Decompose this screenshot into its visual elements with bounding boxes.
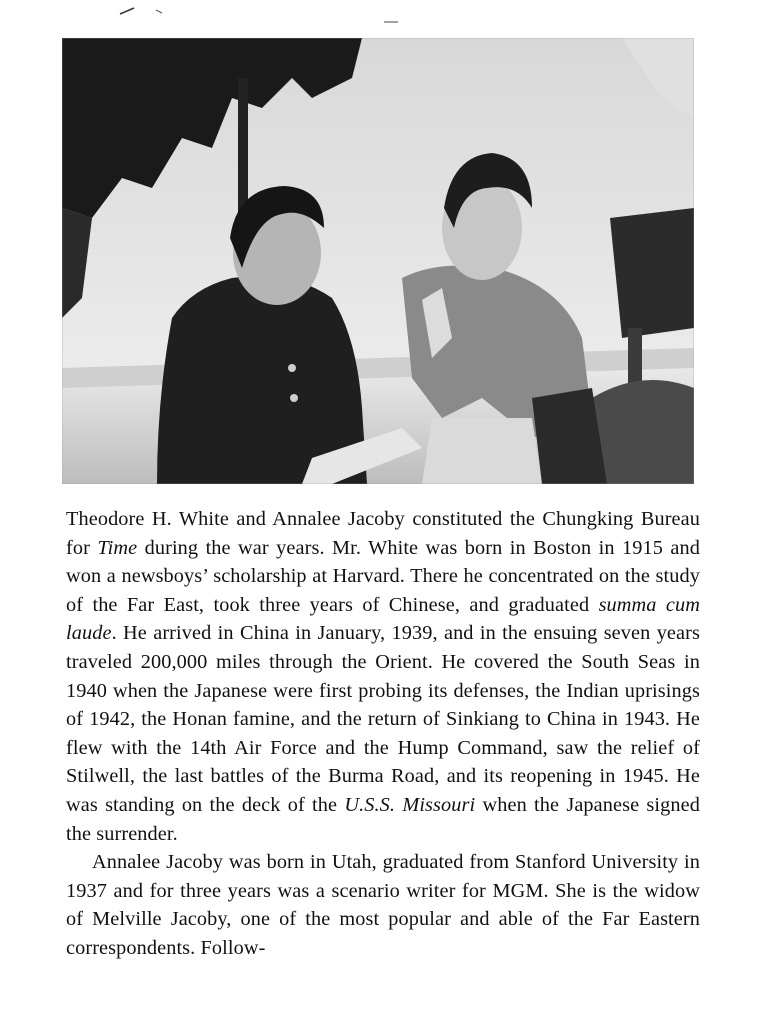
- biography-caption: [66, 505, 700, 963]
- italic-title-text: Time: [97, 536, 138, 559]
- author-photograph: [62, 38, 694, 484]
- body-text-run: . He arrived in China in January, 1939, and in the ensuing seven years traveled 200,000 miles through the Orient. He covered the South Seas in 1940 when the Japanese were first probing its defenses, the Indian uprisings of 1942, the Honan famine, and the return of Sinkiang to China in 1943. He flew with the 14th Air Force and the Hump Command, saw the relief of Stilwell, the last battles of the Burma Road, and its reopening in 1945. He was standing on the deck of the: [66, 622, 700, 816]
- italic-title-text: summa cum laude: [66, 593, 700, 645]
- photograph-image: [62, 38, 694, 484]
- biography-paragraph-jacoby: [66, 848, 700, 962]
- body-text-run: during the war years. Mr. White was born in Boston in 1915 and won a newsboys’ scholarship at Harvard. There he concentrated on the study of the Far East, took three years of Chinese, and graduated: [66, 536, 700, 616]
- scan-marks: [0, 0, 768, 40]
- body-text-run: Annalee Jacoby was born in Utah, graduated from Stanford University in 1937 and for three years was a scenario writer for MGM. She is the widow of Melville Jacoby, one of the most popular and able of the Far Eastern correspondents. Follow-: [66, 851, 700, 959]
- biography-paragraph-white: [66, 505, 700, 848]
- italic-title-text: U.S.S. Missouri: [344, 793, 476, 816]
- body-text-run: when the Japanese signed the surrender.: [66, 793, 700, 845]
- body-text-run: Theodore H. White and Annalee Jacoby constituted the Chungking Bureau for: [66, 508, 700, 559]
